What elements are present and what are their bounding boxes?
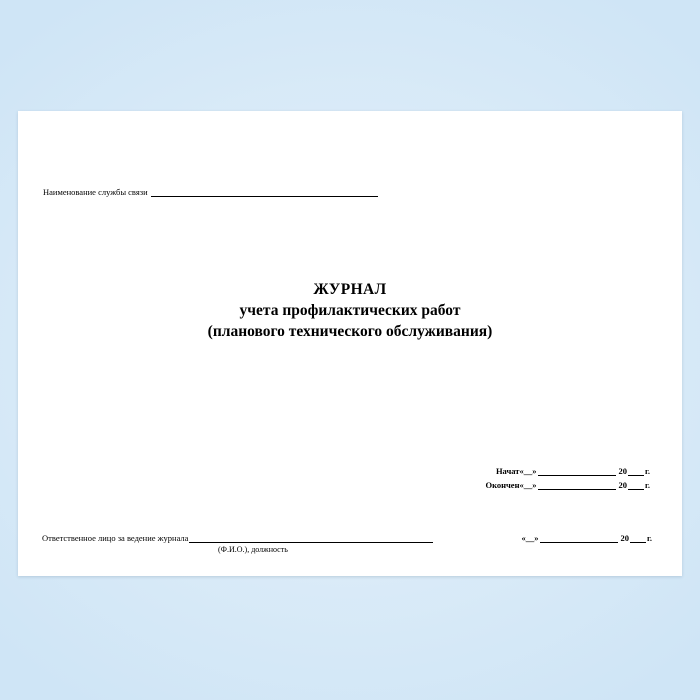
responsible-month-blank-line	[540, 533, 618, 543]
responsible-person-label: Ответственное лицо за ведение журнала	[42, 533, 189, 543]
responsible-year-suffix: г.	[646, 533, 652, 543]
finished-row	[485, 476, 650, 490]
started-month-blank-line	[538, 466, 616, 476]
finished-year-blank-line	[628, 480, 644, 490]
finished-label: Окончен	[485, 480, 520, 490]
started-year-blank-line	[628, 466, 644, 476]
started-row	[485, 462, 650, 476]
responsible-person-block	[42, 533, 652, 554]
started-label: Начат	[495, 466, 520, 476]
service-name-field	[43, 187, 378, 197]
finished-year-suffix: г.	[644, 480, 650, 490]
document-body	[18, 111, 682, 576]
started-year-suffix: г.	[644, 466, 650, 476]
page-title	[18, 280, 682, 342]
fio-caption: (Ф.И.О.), должность	[218, 545, 288, 554]
finished-month-blank-line	[538, 480, 616, 490]
finished-day-placeholder: «__»	[519, 480, 537, 490]
service-name-label: Наименование службы связи	[43, 187, 148, 197]
title-line-3: (планового технического обслуживания)	[207, 323, 493, 340]
service-name-blank-line	[151, 187, 378, 197]
responsible-person-row	[42, 533, 652, 543]
responsible-year-blank-line	[630, 533, 646, 543]
responsible-person-blank-line	[189, 533, 433, 543]
title-line-2: учета профилактических работ	[239, 302, 461, 319]
finished-year-prefix: 20	[618, 480, 627, 490]
started-day-placeholder: «__»	[519, 466, 537, 476]
responsible-year-prefix: 20	[620, 533, 629, 543]
date-fields	[485, 462, 650, 490]
document-page	[18, 111, 682, 576]
started-year-prefix: 20	[618, 466, 627, 476]
title-line-1: ЖУРНАЛ	[313, 281, 387, 298]
responsible-date-group	[521, 533, 652, 543]
responsible-day-placeholder: «__»	[521, 533, 539, 543]
